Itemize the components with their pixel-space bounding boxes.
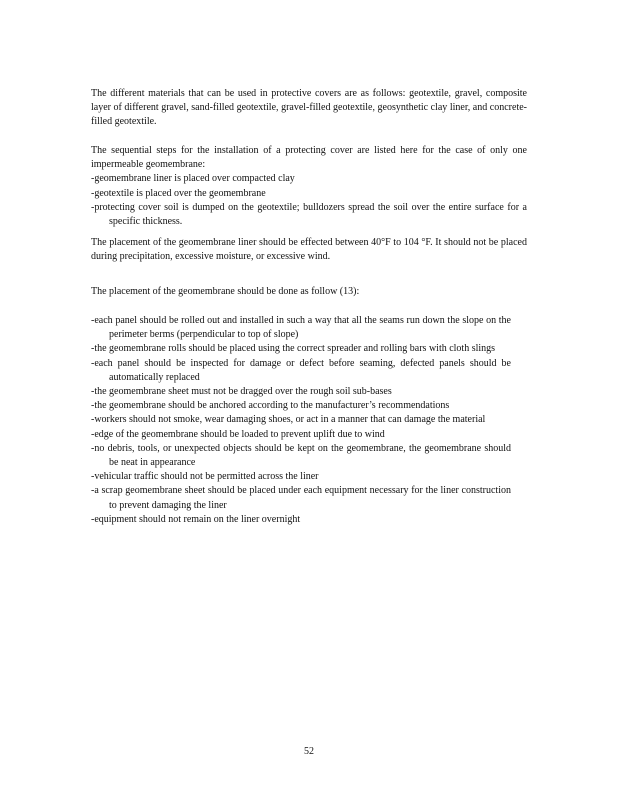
page-number: 52 (304, 746, 314, 757)
placement-section (91, 314, 511, 527)
list-item: -protecting cover soil is dumped on the geotextile; bulldozers spread the soil over the entire surface for a specific thickness. (91, 201, 527, 228)
placement-intro-text: The placement of the geomembrane should be done as follow (13): (91, 286, 360, 297)
list-item: -no debris, tools, or unexpected objects should be kept on the geomembrane, the geomembrane should be neat in appearance (91, 442, 511, 469)
list-item: -equipment should not remain on the liner overnight (91, 513, 301, 525)
steps-list (91, 172, 527, 229)
list-item: -the geomembrane should be anchored according to the manufacturer’s recommendations (91, 400, 450, 412)
list-item: -vehicular traffic should not be permitted across the liner (91, 471, 319, 483)
list-item: -each panel should be rolled out and installed in such a way that all the seams run down the slope on the perimeter berms (perpendicular to top of slope) (91, 315, 511, 341)
list-item: -a scrap geomembrane sheet should be placed under each equipment necessary for the liner construction to prevent damaging the liner (91, 485, 511, 511)
list-item: -workers should not smoke, wear damaging shoes, or act in a manner that can damage the material (91, 414, 486, 426)
materials-paragraph (91, 87, 527, 130)
list-item: -edge of the geomembrane should be loaded to prevent uplift due to wind (91, 428, 385, 440)
list-item: -the geomembrane sheet must not be dragged over the rough soil sub-bases (91, 386, 392, 398)
list-item: -the geomembrane rolls should be placed using the correct spreader and rolling bars with cloth slings (91, 343, 496, 355)
steps-section (91, 144, 527, 229)
temperature-paragraph (91, 236, 527, 264)
placement-list (91, 314, 511, 527)
list-item: -geotextile is placed over the geomembrane (91, 187, 266, 199)
list-item: -each panel should be inspected for damage or defect before seaming, defected panels should be automatically replaced (91, 357, 511, 383)
materials-text: The different materials that can be used in protective covers are as follows: geotextile, gravel, composite layer of different gravel, sand-filled geotextile, gravel-filled geotextile, geosynthetic clay liner, and concrete-filled geotextile. (91, 88, 527, 128)
list-item: -geomembrane liner is placed over compacted clay (91, 173, 295, 185)
placement-intro-paragraph (91, 285, 527, 299)
steps-intro-text: The sequential steps for the installation of a protecting cover are listed here for the case of only one impermeable geomembrane: (91, 145, 527, 171)
temperature-text: The placement of the geomembrane liner should be effected between 40°F to 104 °F. It should not be placed during precipitation, excessive moisture, or excessive wind. (91, 237, 527, 263)
